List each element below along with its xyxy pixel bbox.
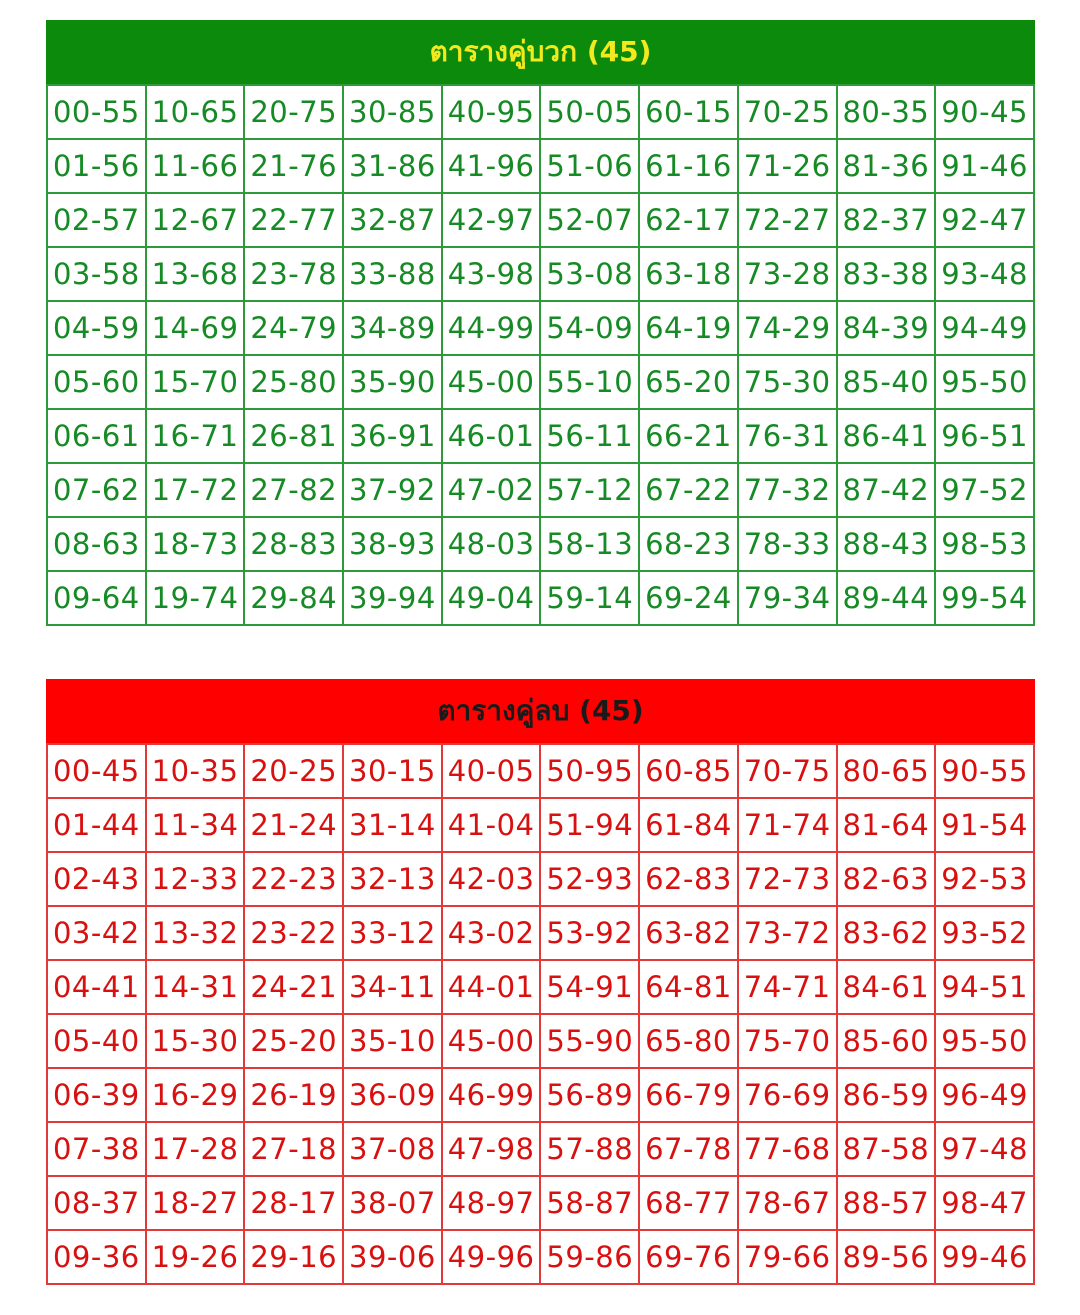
number-pair-cell: 88-43 xyxy=(837,517,936,571)
number-pair-cell: 05-60 xyxy=(47,355,146,409)
number-pair-cell: 92-47 xyxy=(935,193,1034,247)
table-row xyxy=(47,960,1034,1014)
number-pair-cell: 84-39 xyxy=(837,301,936,355)
number-pair-cell: 28-17 xyxy=(244,1176,343,1230)
number-pair-cell: 61-16 xyxy=(639,139,738,193)
table-row xyxy=(47,1014,1034,1068)
number-pair-cell: 33-12 xyxy=(343,906,442,960)
number-pair-cell: 41-04 xyxy=(442,798,541,852)
number-pair-cell: 31-86 xyxy=(343,139,442,193)
number-pair-cell: 44-01 xyxy=(442,960,541,1014)
number-pair-cell: 35-10 xyxy=(343,1014,442,1068)
number-pair-cell: 16-29 xyxy=(146,1068,245,1122)
table-row xyxy=(47,517,1034,571)
minus-table-grid xyxy=(46,743,1035,1285)
number-pair-cell: 00-55 xyxy=(47,85,146,139)
number-pair-cell: 73-72 xyxy=(738,906,837,960)
table-row xyxy=(47,247,1034,301)
table-row xyxy=(47,301,1034,355)
number-pair-cell: 32-87 xyxy=(343,193,442,247)
minus-pair-table xyxy=(46,679,1035,1285)
table-row xyxy=(47,1068,1034,1122)
number-pair-cell: 17-72 xyxy=(146,463,245,517)
number-pair-cell: 33-88 xyxy=(343,247,442,301)
number-pair-cell: 15-30 xyxy=(146,1014,245,1068)
number-pair-cell: 78-33 xyxy=(738,517,837,571)
number-pair-cell: 87-58 xyxy=(837,1122,936,1176)
number-pair-cell: 60-15 xyxy=(639,85,738,139)
number-pair-cell: 25-20 xyxy=(244,1014,343,1068)
number-pair-cell: 37-08 xyxy=(343,1122,442,1176)
number-pair-cell: 87-42 xyxy=(837,463,936,517)
number-pair-cell: 75-30 xyxy=(738,355,837,409)
number-pair-cell: 80-35 xyxy=(837,85,936,139)
number-pair-cell: 93-48 xyxy=(935,247,1034,301)
number-pair-cell: 88-57 xyxy=(837,1176,936,1230)
number-pair-cell: 34-11 xyxy=(343,960,442,1014)
number-pair-cell: 63-18 xyxy=(639,247,738,301)
number-pair-cell: 09-36 xyxy=(47,1230,146,1284)
number-pair-cell: 21-76 xyxy=(244,139,343,193)
number-pair-cell: 11-66 xyxy=(146,139,245,193)
number-pair-cell: 56-89 xyxy=(540,1068,639,1122)
number-pair-cell: 64-81 xyxy=(639,960,738,1014)
number-pair-cell: 22-23 xyxy=(244,852,343,906)
table-row xyxy=(47,571,1034,625)
number-pair-cell: 51-06 xyxy=(540,139,639,193)
number-pair-cell: 18-73 xyxy=(146,517,245,571)
number-pair-cell: 29-16 xyxy=(244,1230,343,1284)
number-pair-cell: 47-98 xyxy=(442,1122,541,1176)
number-pair-cell: 02-43 xyxy=(47,852,146,906)
number-pair-cell: 86-59 xyxy=(837,1068,936,1122)
number-pair-cell: 71-26 xyxy=(738,139,837,193)
number-pair-cell: 82-63 xyxy=(837,852,936,906)
number-pair-cell: 42-97 xyxy=(442,193,541,247)
number-pair-cell: 02-57 xyxy=(47,193,146,247)
number-pair-cell: 07-62 xyxy=(47,463,146,517)
number-pair-cell: 67-78 xyxy=(639,1122,738,1176)
number-pair-cell: 65-20 xyxy=(639,355,738,409)
number-pair-cell: 91-54 xyxy=(935,798,1034,852)
number-pair-cell: 89-56 xyxy=(837,1230,936,1284)
number-pair-cell: 79-66 xyxy=(738,1230,837,1284)
table-row xyxy=(47,409,1034,463)
number-pair-cell: 98-53 xyxy=(935,517,1034,571)
number-pair-cell: 27-18 xyxy=(244,1122,343,1176)
number-pair-cell: 91-46 xyxy=(935,139,1034,193)
number-pair-cell: 15-70 xyxy=(146,355,245,409)
number-pair-cell: 06-39 xyxy=(47,1068,146,1122)
number-pair-cell: 03-42 xyxy=(47,906,146,960)
number-pair-cell: 74-71 xyxy=(738,960,837,1014)
number-pair-cell: 65-80 xyxy=(639,1014,738,1068)
number-pair-cell: 50-95 xyxy=(540,744,639,798)
plus-table-grid xyxy=(46,84,1035,626)
number-pair-cell: 17-28 xyxy=(146,1122,245,1176)
number-pair-cell: 66-79 xyxy=(639,1068,738,1122)
minus-table-title: ตารางคู่ลบ (45) xyxy=(46,679,1035,743)
number-pair-cell: 56-11 xyxy=(540,409,639,463)
number-pair-cell: 66-21 xyxy=(639,409,738,463)
number-pair-cell: 74-29 xyxy=(738,301,837,355)
number-pair-cell: 43-98 xyxy=(442,247,541,301)
number-pair-cell: 96-51 xyxy=(935,409,1034,463)
number-pair-cell: 62-17 xyxy=(639,193,738,247)
number-pair-cell: 84-61 xyxy=(837,960,936,1014)
number-pair-cell: 90-55 xyxy=(935,744,1034,798)
number-pair-cell: 06-61 xyxy=(47,409,146,463)
number-pair-cell: 57-88 xyxy=(540,1122,639,1176)
number-pair-cell: 60-85 xyxy=(639,744,738,798)
number-pair-cell: 55-90 xyxy=(540,1014,639,1068)
number-pair-cell: 03-58 xyxy=(47,247,146,301)
number-pair-cell: 68-23 xyxy=(639,517,738,571)
number-pair-cell: 54-09 xyxy=(540,301,639,355)
number-pair-cell: 14-69 xyxy=(146,301,245,355)
number-pair-cell: 94-49 xyxy=(935,301,1034,355)
plus-table-title: ตารางคู่บวก (45) xyxy=(46,20,1035,84)
number-pair-cell: 13-68 xyxy=(146,247,245,301)
table-row xyxy=(47,355,1034,409)
number-pair-cell: 42-03 xyxy=(442,852,541,906)
number-pair-cell: 50-05 xyxy=(540,85,639,139)
number-pair-cell: 94-51 xyxy=(935,960,1034,1014)
number-pair-cell: 10-35 xyxy=(146,744,245,798)
number-pair-cell: 04-41 xyxy=(47,960,146,1014)
number-pair-cell: 25-80 xyxy=(244,355,343,409)
number-pair-cell: 99-54 xyxy=(935,571,1034,625)
number-pair-cell: 45-00 xyxy=(442,1014,541,1068)
number-pair-cell: 39-94 xyxy=(343,571,442,625)
number-pair-cell: 83-38 xyxy=(837,247,936,301)
number-pair-cell: 69-24 xyxy=(639,571,738,625)
number-pair-cell: 97-48 xyxy=(935,1122,1034,1176)
number-pair-cell: 43-02 xyxy=(442,906,541,960)
number-pair-cell: 19-74 xyxy=(146,571,245,625)
number-pair-cell: 72-73 xyxy=(738,852,837,906)
table-row xyxy=(47,852,1034,906)
number-pair-cell: 41-96 xyxy=(442,139,541,193)
number-pair-cell: 11-34 xyxy=(146,798,245,852)
number-pair-cell: 64-19 xyxy=(639,301,738,355)
number-pair-cell: 29-84 xyxy=(244,571,343,625)
number-pair-cell: 72-27 xyxy=(738,193,837,247)
number-pair-cell: 34-89 xyxy=(343,301,442,355)
number-pair-cell: 07-38 xyxy=(47,1122,146,1176)
number-pair-cell: 81-36 xyxy=(837,139,936,193)
number-pair-cell: 96-49 xyxy=(935,1068,1034,1122)
number-pair-cell: 77-32 xyxy=(738,463,837,517)
number-pair-cell: 49-04 xyxy=(442,571,541,625)
number-pair-cell: 95-50 xyxy=(935,1014,1034,1068)
number-pair-cell: 14-31 xyxy=(146,960,245,1014)
number-pair-cell: 81-64 xyxy=(837,798,936,852)
number-pair-cell: 26-19 xyxy=(244,1068,343,1122)
number-pair-cell: 76-69 xyxy=(738,1068,837,1122)
number-pair-cell: 35-90 xyxy=(343,355,442,409)
number-pair-cell: 62-83 xyxy=(639,852,738,906)
number-pair-cell: 32-13 xyxy=(343,852,442,906)
number-pair-cell: 93-52 xyxy=(935,906,1034,960)
number-pair-cell: 40-05 xyxy=(442,744,541,798)
number-pair-cell: 21-24 xyxy=(244,798,343,852)
number-pair-cell: 23-22 xyxy=(244,906,343,960)
number-pair-cell: 24-21 xyxy=(244,960,343,1014)
number-pair-cell: 38-07 xyxy=(343,1176,442,1230)
number-pair-cell: 78-67 xyxy=(738,1176,837,1230)
number-pair-cell: 77-68 xyxy=(738,1122,837,1176)
table-row xyxy=(47,139,1034,193)
number-pair-cell: 73-28 xyxy=(738,247,837,301)
number-pair-cell: 70-25 xyxy=(738,85,837,139)
number-pair-cell: 58-13 xyxy=(540,517,639,571)
table-row xyxy=(47,193,1034,247)
number-pair-cell: 86-41 xyxy=(837,409,936,463)
number-pair-cell: 52-07 xyxy=(540,193,639,247)
number-pair-cell: 97-52 xyxy=(935,463,1034,517)
number-pair-cell: 83-62 xyxy=(837,906,936,960)
number-pair-cell: 61-84 xyxy=(639,798,738,852)
number-pair-cell: 82-37 xyxy=(837,193,936,247)
number-pair-cell: 80-65 xyxy=(837,744,936,798)
number-pair-cell: 76-31 xyxy=(738,409,837,463)
number-pair-cell: 22-77 xyxy=(244,193,343,247)
number-pair-cell: 37-92 xyxy=(343,463,442,517)
number-pair-cell: 52-93 xyxy=(540,852,639,906)
number-pair-cell: 36-91 xyxy=(343,409,442,463)
number-pair-cell: 59-86 xyxy=(540,1230,639,1284)
number-pair-cell: 69-76 xyxy=(639,1230,738,1284)
number-pair-cell: 23-78 xyxy=(244,247,343,301)
number-pair-cell: 28-83 xyxy=(244,517,343,571)
number-pair-cell: 26-81 xyxy=(244,409,343,463)
number-pair-cell: 09-64 xyxy=(47,571,146,625)
number-pair-cell: 63-82 xyxy=(639,906,738,960)
number-pair-cell: 98-47 xyxy=(935,1176,1034,1230)
number-pair-cell: 18-27 xyxy=(146,1176,245,1230)
plus-pair-table xyxy=(46,20,1035,626)
number-pair-cell: 49-96 xyxy=(442,1230,541,1284)
number-pair-cell: 59-14 xyxy=(540,571,639,625)
number-pair-cell: 53-92 xyxy=(540,906,639,960)
number-pair-cell: 90-45 xyxy=(935,85,1034,139)
number-pair-cell: 20-25 xyxy=(244,744,343,798)
number-pair-cell: 46-01 xyxy=(442,409,541,463)
table-row xyxy=(47,463,1034,517)
number-pair-cell: 53-08 xyxy=(540,247,639,301)
number-pair-cell: 12-33 xyxy=(146,852,245,906)
number-pair-cell: 16-71 xyxy=(146,409,245,463)
number-pair-cell: 75-70 xyxy=(738,1014,837,1068)
number-pair-cell: 36-09 xyxy=(343,1068,442,1122)
number-pair-cell: 54-91 xyxy=(540,960,639,1014)
number-pair-cell: 27-82 xyxy=(244,463,343,517)
number-pair-cell: 57-12 xyxy=(540,463,639,517)
table-row xyxy=(47,744,1034,798)
number-pair-cell: 01-44 xyxy=(47,798,146,852)
number-pair-cell: 47-02 xyxy=(442,463,541,517)
number-pair-cell: 31-14 xyxy=(343,798,442,852)
number-pair-cell: 05-40 xyxy=(47,1014,146,1068)
number-pair-cell: 85-40 xyxy=(837,355,936,409)
number-pair-cell: 58-87 xyxy=(540,1176,639,1230)
number-pair-cell: 24-79 xyxy=(244,301,343,355)
number-pair-cell: 99-46 xyxy=(935,1230,1034,1284)
number-pair-cell: 08-63 xyxy=(47,517,146,571)
number-pair-cell: 04-59 xyxy=(47,301,146,355)
number-pair-cell: 40-95 xyxy=(442,85,541,139)
table-row xyxy=(47,85,1034,139)
number-pair-cell: 12-67 xyxy=(146,193,245,247)
number-pair-cell: 30-15 xyxy=(343,744,442,798)
table-row xyxy=(47,906,1034,960)
number-pair-cell: 51-94 xyxy=(540,798,639,852)
number-pair-cell: 92-53 xyxy=(935,852,1034,906)
table-row xyxy=(47,1122,1034,1176)
number-pair-cell: 39-06 xyxy=(343,1230,442,1284)
number-pair-cell: 70-75 xyxy=(738,744,837,798)
number-pair-cell: 45-00 xyxy=(442,355,541,409)
number-pair-cell: 85-60 xyxy=(837,1014,936,1068)
number-pair-cell: 30-85 xyxy=(343,85,442,139)
number-pair-cell: 68-77 xyxy=(639,1176,738,1230)
number-pair-cell: 48-97 xyxy=(442,1176,541,1230)
number-pair-cell: 01-56 xyxy=(47,139,146,193)
number-pair-cell: 46-99 xyxy=(442,1068,541,1122)
number-pair-cell: 71-74 xyxy=(738,798,837,852)
number-pair-cell: 48-03 xyxy=(442,517,541,571)
number-pair-cell: 10-65 xyxy=(146,85,245,139)
number-pair-cell: 13-32 xyxy=(146,906,245,960)
number-pair-cell: 44-99 xyxy=(442,301,541,355)
number-pair-cell: 08-37 xyxy=(47,1176,146,1230)
number-pair-cell: 38-93 xyxy=(343,517,442,571)
number-pair-cell: 20-75 xyxy=(244,85,343,139)
table-row xyxy=(47,798,1034,852)
number-pair-cell: 55-10 xyxy=(540,355,639,409)
number-pair-cell: 89-44 xyxy=(837,571,936,625)
number-pair-cell: 79-34 xyxy=(738,571,837,625)
table-row xyxy=(47,1230,1034,1284)
number-pair-cell: 95-50 xyxy=(935,355,1034,409)
number-pair-cell: 67-22 xyxy=(639,463,738,517)
number-pair-cell: 00-45 xyxy=(47,744,146,798)
number-pair-cell: 19-26 xyxy=(146,1230,245,1284)
table-row xyxy=(47,1176,1034,1230)
